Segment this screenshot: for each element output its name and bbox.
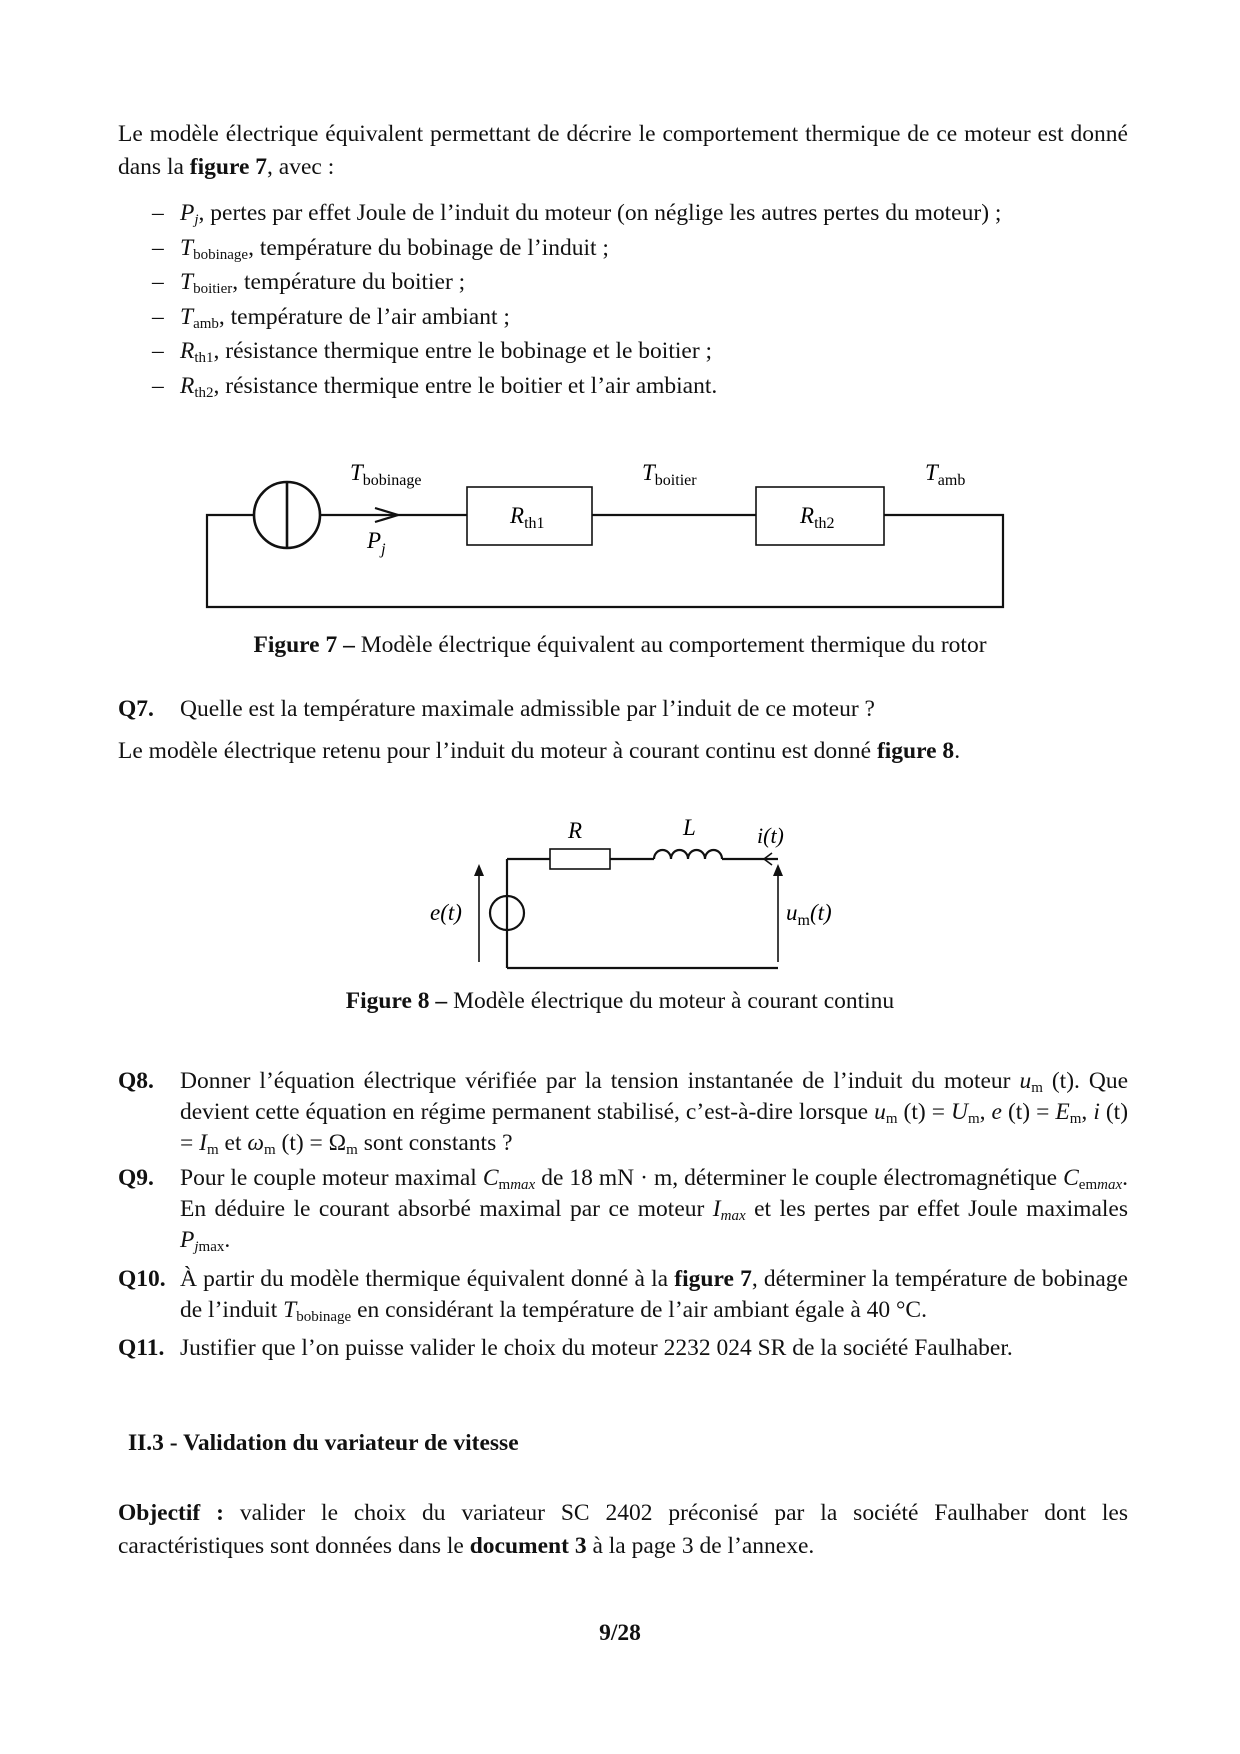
page-number: 9/28 — [599, 1620, 641, 1646]
heat-source-icon — [254, 482, 320, 548]
label-pj: $P_j$ — [367, 528, 386, 558]
figure-8-caption: Figure 8 – Modèle électrique du moteur à courant continu — [345, 988, 895, 1014]
voltage-source-icon — [490, 896, 524, 930]
label-t-boitier: $T_{boitier}$ — [642, 460, 697, 489]
label-t-amb: $T_{amb}$ — [925, 460, 966, 489]
label-r: R — [568, 818, 583, 843]
section-heading: II.3 - Validation du variateur de vitesse — [128, 1430, 519, 1456]
definition-list — [152, 196, 1001, 404]
inductor-icon — [654, 850, 722, 859]
label-l: L — [683, 815, 696, 840]
question-q7: Q7. Quelle est la température maximale admissible par l’induit de ce moteur ? — [118, 696, 875, 722]
question-q8: Q8. Donner l’équation électrique vérifiée par la tension instantanée de l’induit du moteur $u_m$ (t). Que devient cette équation en régime permanent stabilisé, c’est-à-dire lorsque $u_m$ $(t) = U_m$, e $(t) = E_m$, i $(t) = I_m$ et $\omega_m$ $(t) = \Omega_m$ sont constants ? — [118, 1068, 1129, 1158]
label-um: $u_m(t)$ — [786, 900, 832, 929]
resistor-r — [550, 849, 610, 869]
list-item: – $P_j$, pertes par effet Joule de l’induit du moteur (on néglige les autres pertes du moteur) ; — [152, 200, 1002, 228]
figure-8-motor-circuit — [0, 810, 1240, 980]
emf-arrow-icon — [474, 864, 484, 876]
label-i: i(t) — [757, 823, 784, 848]
question-q9: Q9. Pour le couple moteur maximal $C_{mmax}$ de 18 mN · m, déterminer le couple électromagnétique $C_{emmax}$. En déduire le courant absorbé maximal par ce moteur $I_{max}$ et les pertes par effet Joule maximales $P_{jmax}$. — [118, 1165, 1128, 1255]
question-q10: Q10. À partir du modèle thermique équivalent donné à la figure 7, déterminer la température de bobinage de l’induit $T_{bobinage}$ en considérant la température de l’air ambiant égale à 40 °C. — [118, 1266, 1128, 1325]
label-rth2: $R_{th2}$ — [800, 503, 835, 532]
list-item: – $T_{boitier}$, température du boitier ; — [152, 269, 466, 298]
label-t-bobinage: $T_{bobinage}$ — [350, 460, 422, 489]
list-item: – $T_{bobinage}$, température du bobinage de l’induit ; — [152, 234, 609, 263]
list-item: – $R_{th1}$, résistance thermique entre le bobinage et le boitier ; — [152, 338, 713, 367]
label-rth1: $R_{th1}$ — [510, 503, 545, 532]
label-e: e(t) — [430, 900, 462, 925]
figure-7-thermal-circuit — [0, 440, 1240, 630]
question-q11: Q11. Justifier que l’on puisse valider le choix du moteur 2232 024 SR de la société Faulhaber. — [118, 1335, 1013, 1361]
voltage-arrow-icon — [773, 864, 783, 876]
figure-7-caption: Figure 7 – Modèle électrique équivalent au comportement thermique du rotor — [253, 632, 987, 658]
figure-8-intro: Le modèle électrique retenu pour l’induit du moteur à courant continu est donné figure 8. — [118, 738, 961, 764]
intro-paragraph: Le modèle électrique équivalent permettant de décrire le comportement thermique de ce moteur est donné dans la figure 7, avec : — [118, 121, 1128, 180]
objectif-paragraph: Objectif : valider le choix du variateur SC 2402 préconisé par la société Faulhaber dont les caractéristiques sont données dans le document 3 à la page 3 de l’annexe. — [118, 1500, 1129, 1559]
list-item: – $T_{amb}$, température de l’air ambiant ; — [152, 303, 510, 332]
list-item: – $R_{th2}$, résistance thermique entre le boitier et l’air ambiant. — [152, 372, 718, 401]
